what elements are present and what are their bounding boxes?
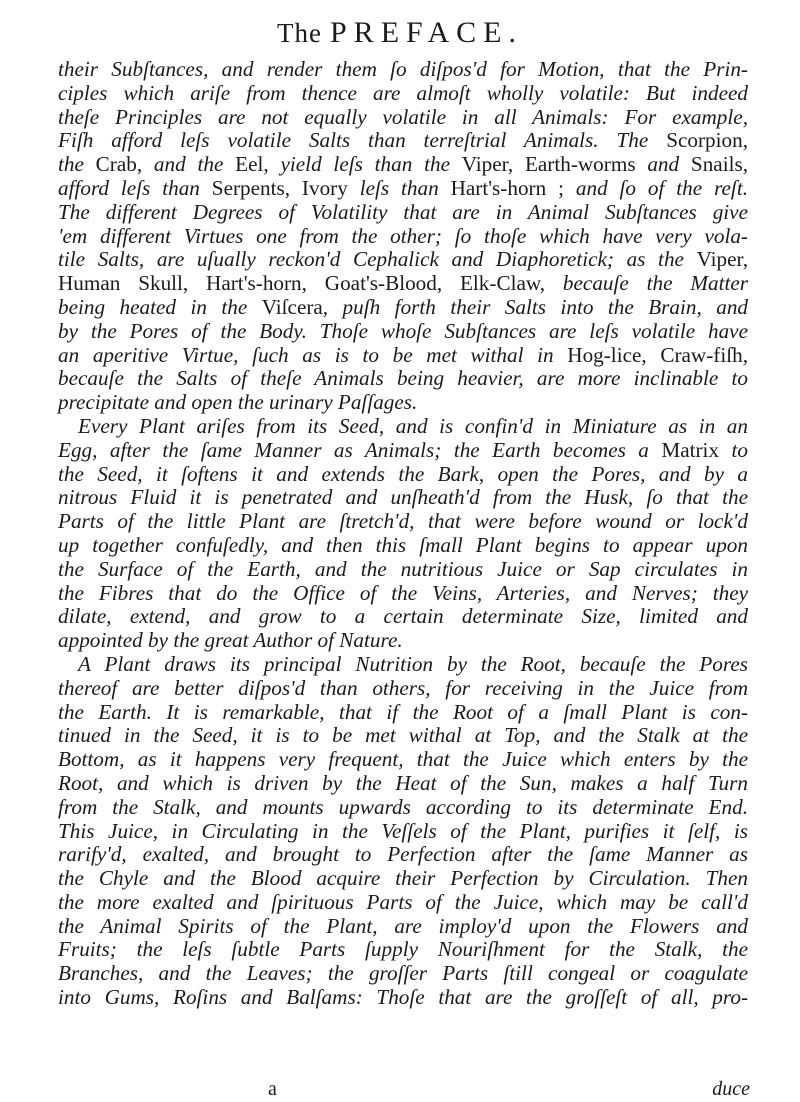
text-line [58,201,748,225]
italic-text: Egg, after the ſame Manner as Animals; the Earth becomes a [58,437,662,462]
text-line [58,248,748,272]
text-line [58,463,748,487]
text-line [58,129,748,153]
page-footer [0,1078,800,1100]
text-line [58,677,748,701]
text-line [58,58,748,82]
italic-text: The different Degrees of Volatility that are in Animal Subſtances give [58,199,748,224]
italic-text: puſh forth their Salts into the Brain, and [328,294,749,319]
italic-text: Bottom, as it happens very frequent, that the Juice which enters by the [58,747,748,772]
text-line [58,177,748,201]
italic-text: from the Stalk, and mounts upwards according to its determinate End. [58,794,748,819]
italic-text: the Fibres that do the Office of the Veins, Arteries, and Nerves; they [58,580,748,605]
paragraph [58,653,748,1010]
text-line [58,701,748,725]
text-line [58,867,748,891]
text-line [58,82,748,106]
italic-text: being heated in the [58,294,262,319]
text-line [58,653,748,677]
text-line [58,772,748,796]
signature-mark: a [268,1078,277,1100]
text-line [58,153,748,177]
header-the: The [277,18,322,48]
italic-text: the Seed, it ſoftens it and extends the Bark, open the Pores, and by a [58,461,748,486]
italic-text: afford leſs than [58,175,212,200]
italic-text: thereof are better diſpos'd than others, for receiving in the Juice from [58,675,748,700]
text-line [58,629,748,653]
roman-text: Viſcera, [261,294,329,319]
italic-text: dilate, extend, and grow to a certain determinate Size, limited and [58,604,748,629]
roman-text: Scorpion, [666,128,748,153]
header-preface: PREFACE. [330,16,523,49]
italic-text: the Animal Spirits of the Plant, are imploy'd upon the Flowers and [58,913,748,938]
text-line [58,582,748,606]
roman-text: Crab, [95,152,143,177]
paragraph [58,58,748,415]
text-line [58,510,748,534]
italic-text: Fiſh afford leſs volatile Salts than terreſtrial Animals. The [58,128,667,153]
text-line [58,796,748,820]
italic-text: This Juice, in Circulating in the Veſſels of the Plant, purifies it ſelf, is [58,818,748,843]
italic-text: tinued in the Seed, it is to be met withal at Top, and the Stalk at the [58,723,748,748]
text-line [58,391,748,415]
italic-text: to [719,437,748,462]
italic-text: and the [142,152,236,177]
text-line [58,296,748,320]
roman-text: Eel, [235,152,269,177]
italic-text: A Plant draws its principal Nutrition by the Root, becauſe the Pores [78,651,748,676]
italic-text: the Earth. It is remarkable, that if the Root of a ſmall Plant is con- [58,699,748,724]
italic-text: becauſe the Salts of theſe Animals being heavier, are more inclinable to [58,366,748,391]
italic-text: tile Salts, are uſually reckon'd Cephalick and Diaphoretick; as the [58,247,697,272]
text-line [58,534,748,558]
roman-text: Matrix [661,437,720,462]
text-line [58,843,748,867]
italic-text: and ſo of the reſt. [563,175,748,200]
text-line [58,558,748,582]
italic-text: their Subſtances, and render them ſo diſpos'd for Motion, that the Prin- [58,57,748,81]
italic-text: the Chyle and the Blood acquire their Perfection by Circulation. Then [58,866,748,891]
italic-text: becauſe the Matter [545,271,748,296]
italic-text: ciples which ariſe from thence are almoſt wholly volatile: But indeed [58,80,748,105]
text-line [58,962,748,986]
italic-text: rarify'd, exalted, and brought to Perfection after the ſame Manner as [58,842,748,867]
text-line [58,415,748,439]
italic-text: into Gums, Roſins and Balſams: Thoſe that are the groſſeſt of all, pro- [58,985,748,1010]
italic-text: the Surface of the Earth, and the nutritious Juice or Sap circulates in [58,556,748,581]
text-line [58,320,748,344]
italic-text: Every Plant ariſes from its Seed, and is confin'd in Miniature as in an [78,413,748,438]
italic-text: precipitate and open the urinary Paſſages. [58,390,418,415]
text-line [58,820,748,844]
italic-text: Branches, and the Leaves; the groſſer Parts ſtill congeal or coagulate [58,961,748,986]
text-line [58,367,748,391]
italic-text: by the Pores of the Body. Thoſe whoſe Subſtances are leſs volatile have [58,318,748,343]
italic-text: yield leſs than the [268,152,462,177]
text-line [58,986,748,1010]
text-line [58,915,748,939]
running-header [0,16,800,50]
italic-text: up together confuſedly, and then this ſmall Plant begins to appear upon [58,532,748,557]
text-line [58,106,748,130]
italic-text: Fruits; the leſs ſubtle Parts ſupply Nouriſhment for the Stalk, the [58,937,748,962]
text-line [58,891,748,915]
text-line [58,605,748,629]
paragraph [58,415,748,653]
roman-text: Human Skull, Hart's-horn, Goat's-Blood, Elk-Claw, [58,271,546,296]
text-line [58,938,748,962]
italic-text: nitrous Fluid it is penetrated and unſheath'd from the Husk, ſo that the [58,485,748,510]
italic-text: the more exalted and ſpirituous Parts of the Juice, which may be call'd [58,889,748,914]
italic-text: 'em different Virtues one from the other; ſo thoſe which have very vola- [58,223,748,248]
italic-text: an aperitive Virtue, ſuch as is to be met withal in [58,342,568,367]
roman-text: Hart's-horn ; [450,175,564,200]
italic-text: appointed by the great Author of Nature. [58,628,403,653]
italic-text: the [58,152,96,177]
text-line [58,724,748,748]
body-text [58,58,748,1010]
italic-text: Root, and which is driven by the Heat of the Sun, makes a half Turn [58,770,748,795]
italic-text: leſs than [347,175,451,200]
text-line [58,748,748,772]
roman-text: Serpents, Ivory [211,175,348,200]
catchword: duce [712,1078,750,1100]
roman-text: Viper, [696,247,748,272]
text-line [58,486,748,510]
text-line [58,272,748,296]
roman-text: Snails, [690,152,749,177]
text-line [58,439,748,463]
roman-text: Hog-lice, Craw-fiſh, [567,342,749,367]
text-line [58,344,748,368]
italic-text: theſe Principles are not equally volatile in all Animals: For example, [58,104,748,129]
italic-text: Parts of the little Plant are ſtretch'd, that were before wound or lock'd [58,509,748,534]
roman-text: Viper, Earth-worms [461,152,636,177]
text-line [58,225,748,249]
italic-text: and [635,152,691,177]
